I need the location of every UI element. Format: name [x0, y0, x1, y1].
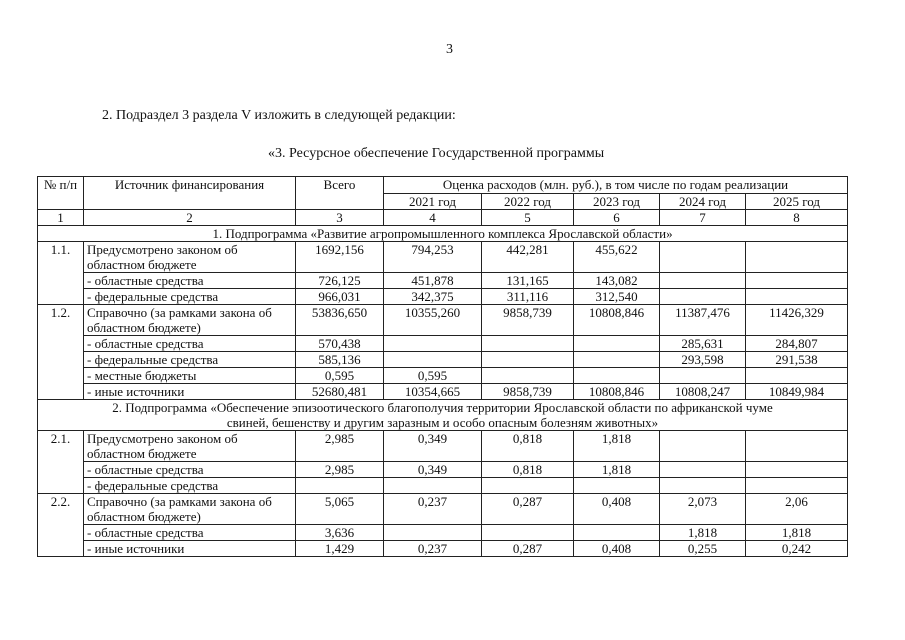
year-value	[746, 368, 848, 384]
financing-source: - федеральные средства	[84, 478, 296, 494]
year-value: 342,375	[384, 289, 482, 305]
subprogram-title-row	[38, 226, 848, 242]
year-value	[746, 478, 848, 494]
table-row	[38, 289, 848, 305]
financing-source: - федеральные средства	[84, 289, 296, 305]
total-value: 726,125	[296, 273, 384, 289]
total-value: 2,985	[296, 462, 384, 478]
table-row	[38, 273, 848, 289]
table-row	[38, 336, 848, 352]
year-value	[660, 273, 746, 289]
financing-source: - областные средства	[84, 336, 296, 352]
table-row	[38, 541, 848, 557]
table-row	[38, 525, 848, 541]
row-number: 1.2.	[38, 305, 84, 400]
year-value	[660, 368, 746, 384]
header-year: 2022 год	[482, 193, 574, 210]
subprogram-title: 2. Подпрограмма «Обеспечение эпизоотического благополучия территории Ярославской области по африканской чуме свиней, бешенству и другим заразным и особо опасным болезням животных»	[38, 400, 848, 431]
financing-source: Предусмотрено законом об областном бюджете	[84, 242, 296, 273]
year-value	[384, 525, 482, 541]
year-value: 143,082	[574, 273, 660, 289]
year-value: 10808,247	[660, 384, 746, 400]
year-value: 10849,984	[746, 384, 848, 400]
year-value	[482, 525, 574, 541]
financing-source: - областные средства	[84, 462, 296, 478]
financing-source: - иные источники	[84, 384, 296, 400]
year-value	[482, 336, 574, 352]
year-value: 293,598	[660, 352, 746, 368]
year-value: 10808,846	[574, 384, 660, 400]
total-value: 1692,156	[296, 242, 384, 273]
table-row	[38, 478, 848, 494]
year-value: 291,538	[746, 352, 848, 368]
row-number: 1.1.	[38, 242, 84, 305]
header-num: № п/п	[38, 177, 84, 210]
total-value: 570,438	[296, 336, 384, 352]
financing-source: - иные источники	[84, 541, 296, 557]
table-row	[38, 305, 848, 336]
year-value: 0,255	[660, 541, 746, 557]
table-row	[38, 352, 848, 368]
year-value: 0,818	[482, 462, 574, 478]
total-value: 966,031	[296, 289, 384, 305]
column-number: 5	[482, 210, 574, 226]
year-value	[746, 289, 848, 305]
financing-source: Справочно (за рамками закона об областном бюджете)	[84, 305, 296, 336]
year-value	[746, 242, 848, 273]
year-value: 442,281	[482, 242, 574, 273]
column-number: 4	[384, 210, 482, 226]
year-value	[660, 242, 746, 273]
year-value	[574, 352, 660, 368]
financing-source: - местные бюджеты	[84, 368, 296, 384]
column-number: 3	[296, 210, 384, 226]
header-estimate: Оценка расходов (млн. руб.), в том числе по годам реализации	[384, 177, 848, 194]
row-number: 2.1.	[38, 431, 84, 494]
year-value: 0,287	[482, 541, 574, 557]
financing-source: Справочно (за рамками закона об областном бюджете)	[84, 494, 296, 525]
year-value	[746, 462, 848, 478]
header-row-1	[38, 177, 848, 194]
year-value	[746, 431, 848, 462]
financing-source: - областные средства	[84, 525, 296, 541]
year-value: 0,349	[384, 431, 482, 462]
year-value	[384, 352, 482, 368]
year-value: 312,540	[574, 289, 660, 305]
year-value	[384, 478, 482, 494]
year-value	[574, 478, 660, 494]
header-year: 2025 год	[746, 193, 848, 210]
total-value: 52680,481	[296, 384, 384, 400]
column-number: 7	[660, 210, 746, 226]
year-value	[746, 273, 848, 289]
total-value: 3,636	[296, 525, 384, 541]
year-value: 11426,329	[746, 305, 848, 336]
column-number: 2	[84, 210, 296, 226]
year-value: 311,116	[482, 289, 574, 305]
year-value: 1,818	[574, 431, 660, 462]
year-value: 284,807	[746, 336, 848, 352]
total-value: 585,136	[296, 352, 384, 368]
financing-source: - федеральные средства	[84, 352, 296, 368]
year-value: 2,06	[746, 494, 848, 525]
total-value	[296, 478, 384, 494]
column-number: 8	[746, 210, 848, 226]
header-year: 2023 год	[574, 193, 660, 210]
year-value: 11387,476	[660, 305, 746, 336]
table-row	[38, 242, 848, 273]
year-value	[574, 336, 660, 352]
year-value	[574, 525, 660, 541]
year-value: 10808,846	[574, 305, 660, 336]
year-value	[482, 352, 574, 368]
year-value	[482, 478, 574, 494]
financing-table	[37, 176, 848, 557]
year-value: 0,287	[482, 494, 574, 525]
year-value: 1,818	[660, 525, 746, 541]
header-year: 2021 год	[384, 193, 482, 210]
year-value: 794,253	[384, 242, 482, 273]
year-value: 0,237	[384, 494, 482, 525]
total-value: 53836,650	[296, 305, 384, 336]
table-row	[38, 384, 848, 400]
total-value: 5,065	[296, 494, 384, 525]
year-value: 1,818	[574, 462, 660, 478]
year-value: 0,408	[574, 541, 660, 557]
year-value: 10355,260	[384, 305, 482, 336]
year-value: 285,631	[660, 336, 746, 352]
section-title: «3. Ресурсное обеспечение Государственной программы	[268, 146, 605, 161]
financing-source: Предусмотрено законом об областном бюджете	[84, 431, 296, 462]
year-value: 0,349	[384, 462, 482, 478]
subprogram-title-row	[38, 400, 848, 431]
header-year: 2024 год	[660, 193, 746, 210]
year-value: 0,595	[384, 368, 482, 384]
table-row	[38, 494, 848, 525]
year-value	[660, 431, 746, 462]
header-total: Всего	[296, 177, 384, 210]
table-row	[38, 368, 848, 384]
total-value: 2,985	[296, 431, 384, 462]
year-value	[660, 478, 746, 494]
header-source: Источник финансирования	[84, 177, 296, 210]
financing-source: - областные средства	[84, 273, 296, 289]
year-value: 131,165	[482, 273, 574, 289]
year-value: 9858,739	[482, 305, 574, 336]
row-number: 2.2.	[38, 494, 84, 557]
column-number: 6	[574, 210, 660, 226]
year-value: 455,622	[574, 242, 660, 273]
year-value: 10354,665	[384, 384, 482, 400]
year-value: 2,073	[660, 494, 746, 525]
year-value: 451,878	[384, 273, 482, 289]
year-value	[384, 336, 482, 352]
year-value: 0,408	[574, 494, 660, 525]
table-row	[38, 462, 848, 478]
year-value: 0,818	[482, 431, 574, 462]
year-value: 0,237	[384, 541, 482, 557]
year-value: 9858,739	[482, 384, 574, 400]
year-value	[660, 462, 746, 478]
total-value: 0,595	[296, 368, 384, 384]
year-value	[482, 368, 574, 384]
year-value: 1,818	[746, 525, 848, 541]
year-value: 0,242	[746, 541, 848, 557]
page-number: 3	[446, 42, 453, 57]
year-value	[574, 368, 660, 384]
column-numbers-row	[38, 210, 848, 226]
table-row	[38, 431, 848, 462]
year-value	[660, 289, 746, 305]
subprogram-title: 1. Подпрограмма «Развитие агропромышленного комплекса Ярославской области»	[38, 226, 848, 242]
column-number: 1	[38, 210, 84, 226]
total-value: 1,429	[296, 541, 384, 557]
intro-paragraph: 2. Подраздел 3 раздела V изложить в следующей редакции:	[102, 108, 456, 123]
